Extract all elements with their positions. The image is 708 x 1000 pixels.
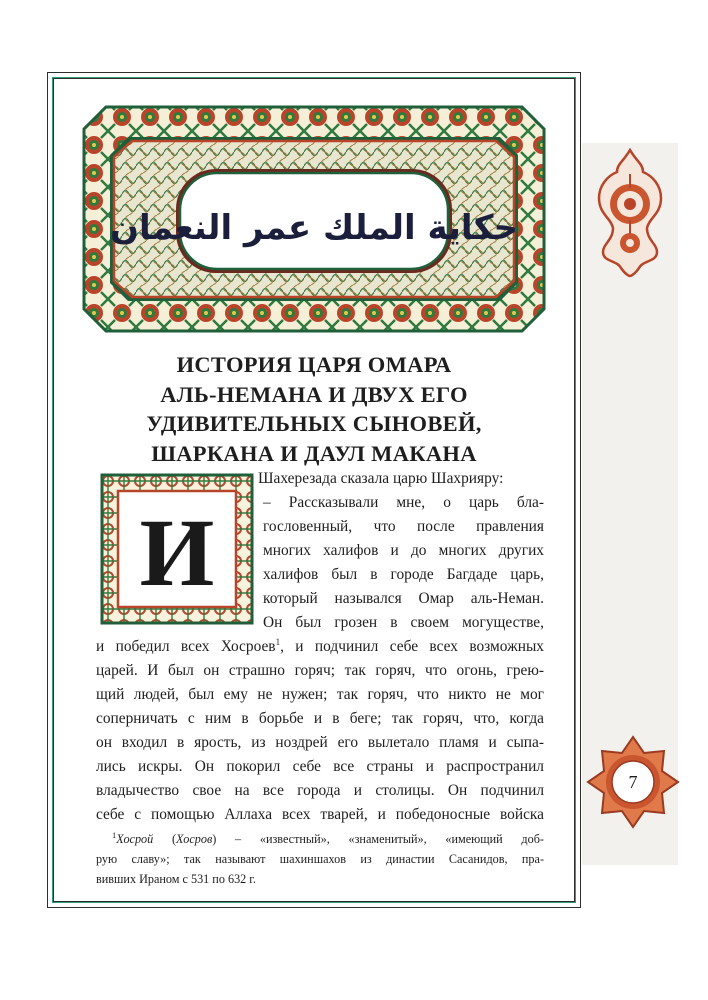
footnote-line: рую славу»; так называют шахиншахов из династии Сасанидов, пра-: [96, 852, 544, 866]
ornamental-header-banner: [80, 103, 548, 335]
footnote-line: $^1$Хосрой (Хосров) – «известный», «знаменитый», «имеющий доб-: [112, 829, 544, 846]
text-line: халифов был в городе Багдаде царь,: [263, 566, 544, 583]
text-line: многих халифов и до многих других: [263, 542, 544, 559]
text-line: который назывался Омар аль-Неман.: [263, 590, 544, 607]
text-line-with-footnote: и победил всех Хосроев$^1$, и подчинил себе всех возможных: [96, 636, 544, 655]
illuminated-initial: [100, 473, 254, 625]
text-line: – Рассказывали мне, о царь бла-: [263, 494, 544, 511]
text-line: лись искры. Он покорил себе все страны и распространил: [96, 758, 544, 775]
calligraphy-title: حكاية الملك عمر النعمان: [110, 208, 518, 248]
footnote-number: 1: [112, 829, 117, 840]
page-number: 7: [628, 772, 638, 792]
text-line: гословенный, что после правления: [263, 518, 544, 535]
intro-line: Шахерезада сказала царю Шахрияру:: [258, 470, 504, 487]
text-line: царей. И был он страшно горяч; так горяч, что огонь, грею-: [96, 662, 544, 679]
text-line: он входил в ярость, из ноздрей его вылетало пламя и сыпа-: [96, 734, 544, 751]
footnote-marker[interactable]: 1: [275, 636, 281, 647]
text-line: щий людей, был ему не нужен; так горяч, что никто не мог: [96, 686, 544, 703]
chapter-title: ИСТОРИЯ ЦАРЯ ОМАРА АЛЬ-НЕМАНА И ДВУХ ЕГО УДИВИТЕЛЬНЫХ СЫНОВЕЙ, ШАРКАНА И ДАУЛ МАКАНА: [146, 352, 482, 466]
text-line: соперничать с ним в борьбе и в беге; так горяч, что, когда: [96, 710, 544, 727]
text-line: себе с помощью Аллаха всех тварей, и победоносные войска: [96, 806, 544, 823]
text-line: владычество свое на все города и столицы. Он подчинил: [96, 782, 544, 799]
drop-cap-letter: И: [139, 499, 215, 606]
text-line: Он был грозен в своем могуществе,: [263, 614, 544, 631]
footnote-line: вивших Ираном с 531 по 632 г.: [96, 872, 256, 886]
side-ornament-icon: [595, 148, 665, 278]
